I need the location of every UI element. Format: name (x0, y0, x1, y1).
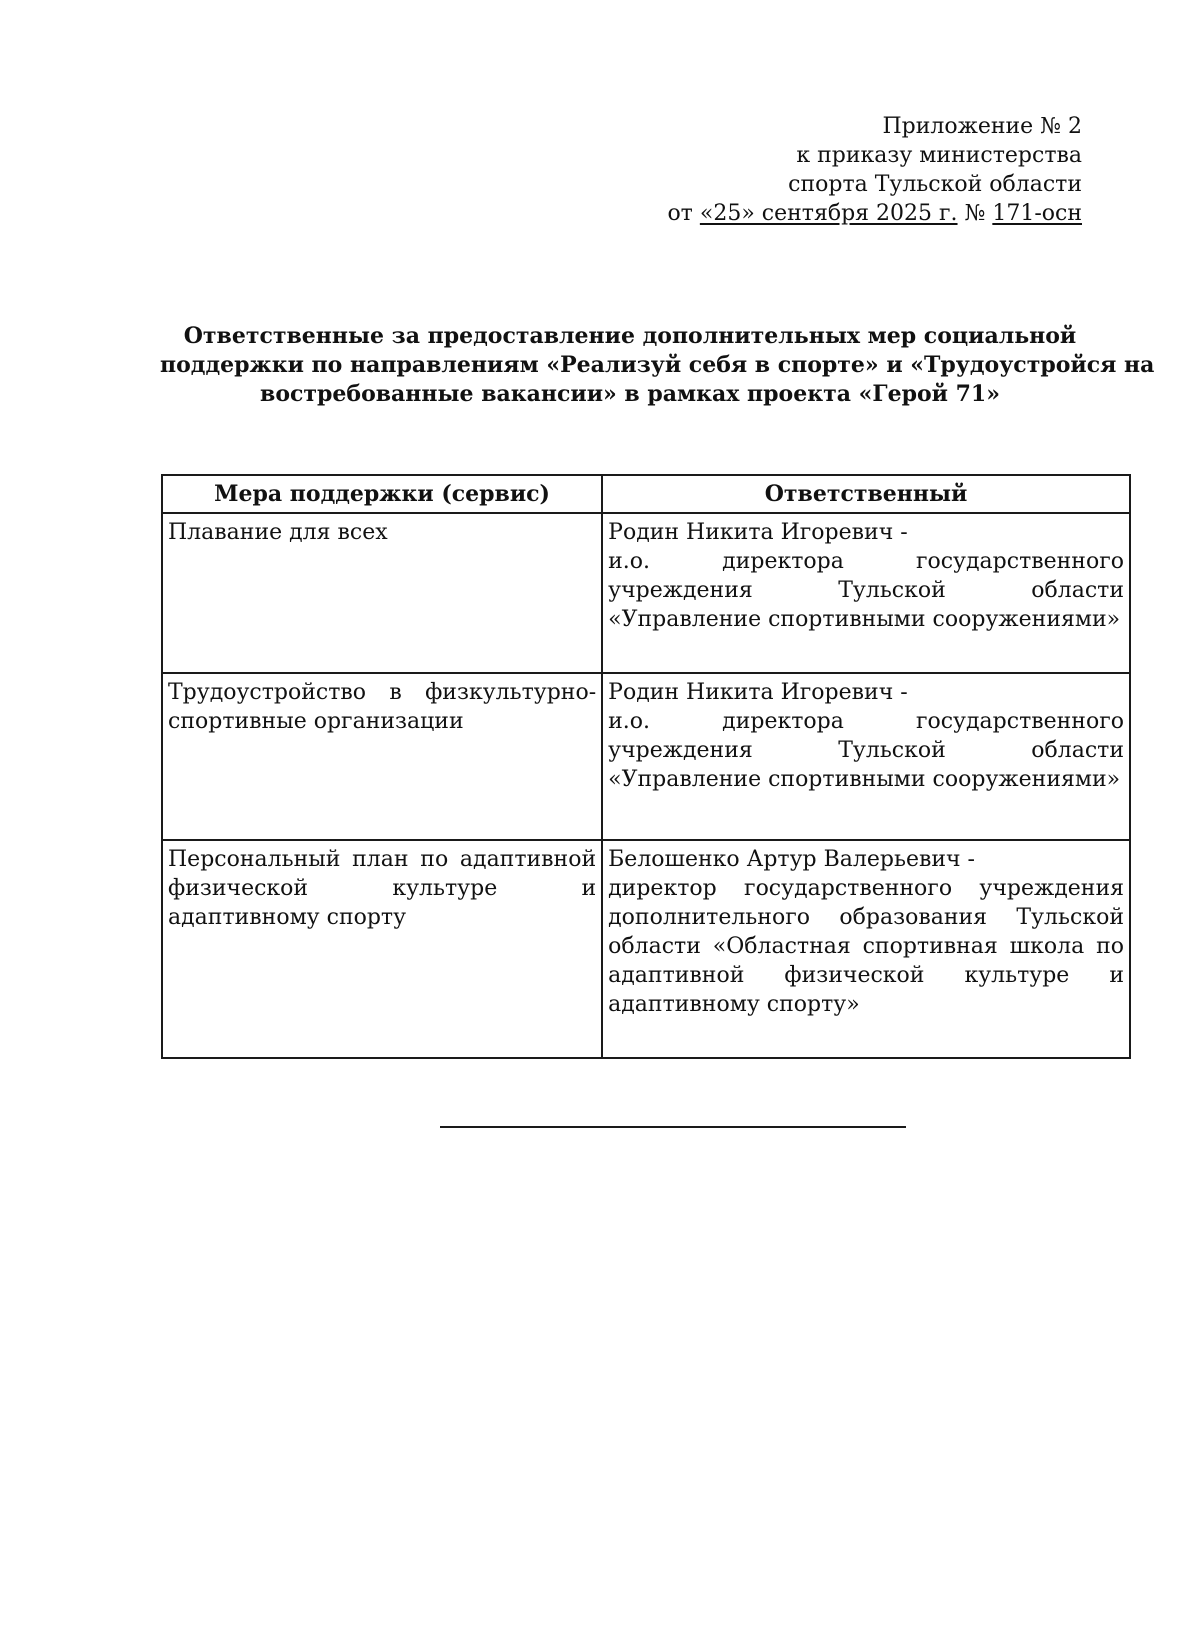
title-line-3: востребованные вакансии» в рамках проекта «Герой 71» (260, 381, 1000, 407)
responsible-cell (602, 673, 1130, 840)
attachment-date-line (667, 199, 1082, 228)
measure-cell: Персональный план по адаптивной физической культуре и адаптивному спорту (162, 840, 602, 1058)
responsible-cell (602, 513, 1130, 673)
title-line-1: Ответственные за предоставление дополнительных мер социальной (183, 323, 1077, 349)
responsible-position: и.о. директора государственного учреждения Тульской области «Управление спортивными сооружениями» (608, 709, 1124, 792)
responsibility-table (161, 474, 1131, 1059)
date-prefix: от (667, 201, 700, 226)
closing-divider (440, 1126, 906, 1128)
responsible-position: и.о. директора государственного учреждения Тульской области «Управление спортивными сооружениями» (608, 549, 1124, 632)
attachment-number: Приложение № 2 (882, 114, 1082, 139)
order-date: «25» сентября 2025 г. (699, 201, 958, 226)
attachment-header (667, 112, 1082, 228)
responsible-position: директор государственного учреждения дополнительного образования Тульской области «Областная спортивная школа по адаптивной физической культуре и адаптивному спорту» (608, 876, 1124, 1017)
attachment-ministry: спорта Тульской области (788, 172, 1082, 197)
header-measure: Мера поддержки (сервис) (162, 475, 602, 513)
responsible-cell (602, 840, 1130, 1058)
table-row (162, 513, 1130, 673)
responsible-name: Родин Никита Игоревич - (608, 680, 908, 705)
table-header-row (162, 475, 1130, 513)
responsible-name: Белошенко Артур Валерьевич - (608, 847, 975, 872)
attachment-order-ref: к приказу министерства (796, 143, 1082, 168)
measure-cell: Плавание для всех (162, 513, 602, 673)
order-number-label: № (957, 201, 993, 226)
document-title (160, 322, 1155, 409)
responsible-name: Родин Никита Игоревич - (608, 520, 908, 545)
title-line-2: поддержки по направлениям «Реализуй себя в спорте» и «Трудоустройся на (160, 352, 1155, 378)
order-number: 171-осн (992, 201, 1082, 226)
measure-cell: Трудоустройство в физкультурно-спортивные организации (162, 673, 602, 840)
table-row (162, 840, 1130, 1058)
header-responsible: Ответственный (602, 475, 1130, 513)
table-row (162, 673, 1130, 840)
